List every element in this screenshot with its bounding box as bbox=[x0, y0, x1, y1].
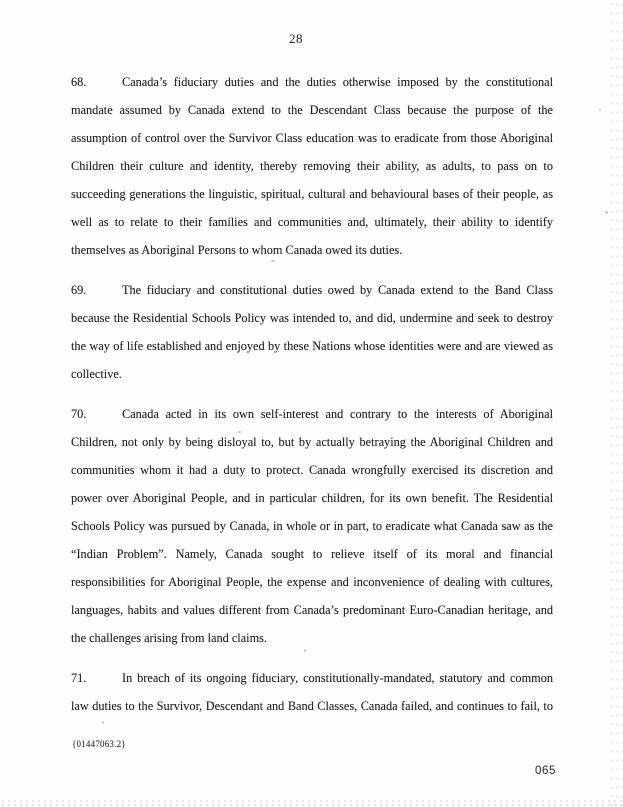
text-line: because the Residential Schools Policy was intended to, and did, undermine and seek to destroy bbox=[71, 311, 553, 325]
paragraph-number: 68. bbox=[71, 75, 87, 89]
paragraph-first-line-text: Canada’s fiduciary duties and the duties otherwise imposed by the constitutional bbox=[122, 75, 553, 89]
text-line bbox=[71, 276, 553, 304]
paragraph-number: 69. bbox=[71, 283, 87, 297]
paragraph-number: 70. bbox=[71, 407, 87, 421]
paragraph-71 bbox=[71, 664, 553, 720]
text-line: Children, not only by being disloyal to, but by actually betraying the Aboriginal Children and bbox=[71, 435, 553, 449]
text-line: the challenges arising from land claims. bbox=[71, 631, 268, 645]
bates-stamp-number: 065 bbox=[535, 765, 556, 777]
document-id-footer: {01447063.2} bbox=[72, 739, 126, 749]
paragraph-first-line-text: In breach of its ongoing fiduciary, constitutionally-mandated, statutory and common bbox=[122, 671, 553, 685]
text-line: themselves as Aboriginal Persons to whom Canada owed its duties. bbox=[71, 243, 403, 257]
text-line: power over Aboriginal People, and in particular children, for its own benefit. The Residential bbox=[71, 491, 553, 505]
text-line bbox=[71, 400, 553, 428]
paragraph-number: 71. bbox=[71, 671, 87, 685]
paragraph-69 bbox=[71, 276, 553, 388]
text-line: Schools Policy was pursued by Canada, in whole or in part, to eradicate what Canada saw as the bbox=[71, 519, 553, 533]
text-line bbox=[71, 664, 553, 692]
text-line: Children their culture and identity, thereby removing their ability, as adults, to pass on to bbox=[71, 159, 553, 173]
text-line: communities whom it had a duty to protect. Canada wrongfully exercised its discretion and bbox=[71, 463, 553, 477]
paragraph-first-line-text: The fiduciary and constitutional duties owed by Canada extend to the Band Class bbox=[122, 283, 553, 297]
text-line: mandate assumed by Canada extend to the Descendant Class because the purpose of the bbox=[71, 103, 553, 117]
page-number: 28 bbox=[289, 31, 303, 46]
text-line: well as to relate to their families and communities and, ultimately, their ability to identify bbox=[71, 215, 553, 229]
text-line: responsibilities for Aboriginal People, the expense and inconvenience of dealing with cultures, bbox=[71, 575, 553, 589]
text-line: the way of life established and enjoyed by these Nations whose identities were and are viewed as bbox=[71, 339, 553, 353]
paragraph-first-line-text: Canada acted in its own self-interest and contrary to the interests of Aboriginal bbox=[122, 407, 553, 421]
paragraph-68 bbox=[71, 68, 553, 264]
text-line bbox=[71, 68, 553, 96]
text-line: succeeding generations the linguistic, spiritual, cultural and behavioural bases of their people, as bbox=[71, 187, 553, 201]
text-line: law duties to the Survivor, Descendant and Band Classes, Canada failed, and continues to fail, to bbox=[71, 699, 553, 713]
text-block bbox=[71, 68, 553, 732]
scan-speck bbox=[605, 211, 608, 214]
text-line: collective. bbox=[71, 367, 122, 381]
scan-noise-right-edge bbox=[609, 0, 622, 807]
text-line: “Indian Problem”. Namely, Canada sought to relieve itself of its moral and financial bbox=[71, 547, 553, 561]
scan-speck bbox=[599, 109, 601, 111]
paragraph-70 bbox=[71, 400, 553, 652]
scan-noise-bottom-edge bbox=[0, 799, 623, 806]
text-line: assumption of control over the Survivor Class education was to eradicate from those Aboriginal bbox=[71, 131, 553, 145]
text-line: languages, habits and values different from Canada’s predominant Euro-Canadian heritage, and bbox=[71, 603, 553, 617]
